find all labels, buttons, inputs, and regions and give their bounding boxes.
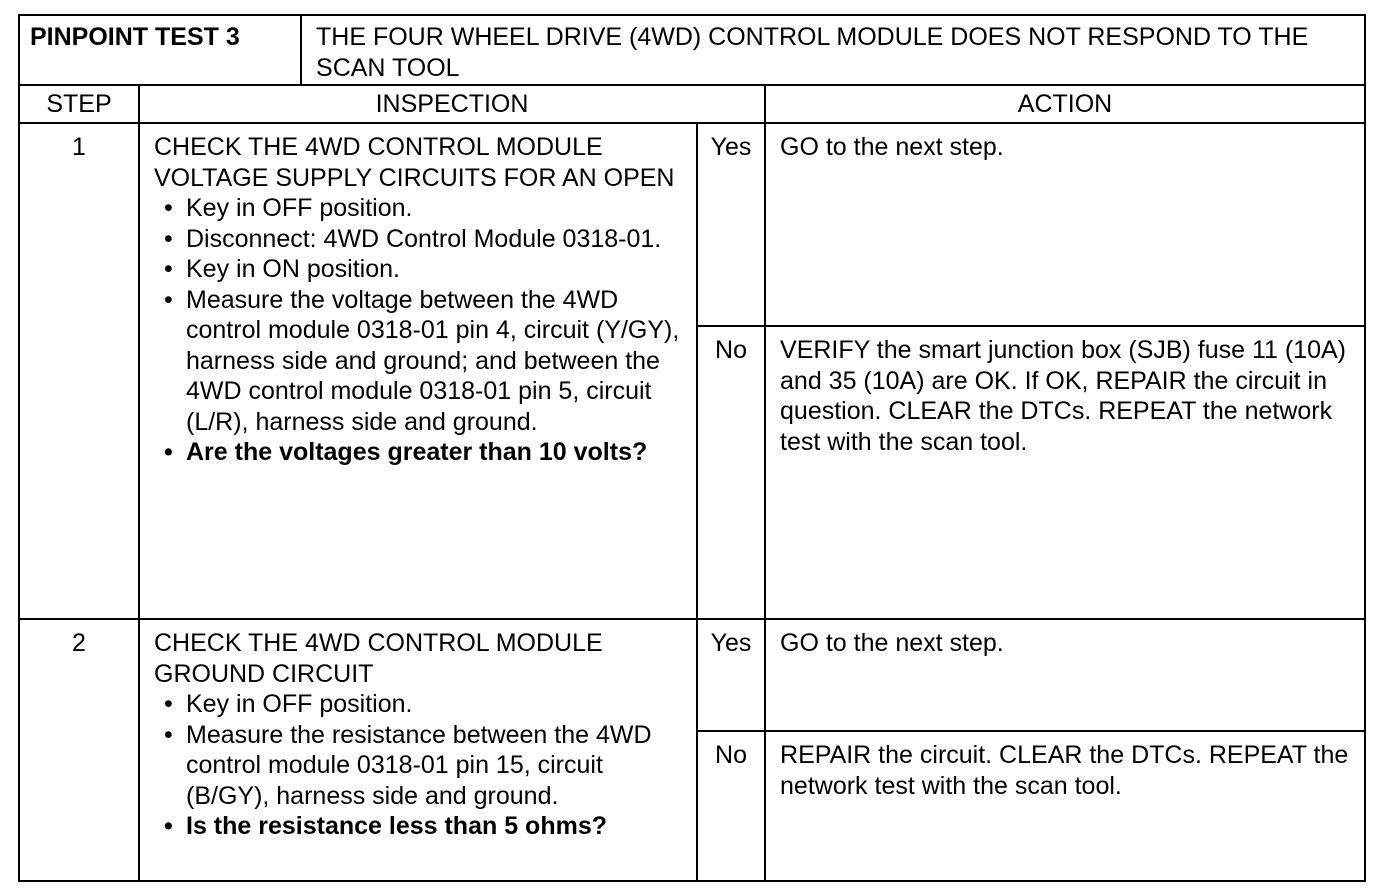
test-description: THE FOUR WHEEL DRIVE (4WD) CONTROL MODULE DOES NOT RESPOND TO THE SCAN TOOL [301, 15, 1365, 85]
header-row [19, 15, 1365, 85]
yes-label: Yes [697, 123, 765, 326]
test-title: PINPOINT TEST 3 [19, 15, 301, 85]
list-item: • Disconnect: 4WD Control Module 0318-01. [172, 224, 682, 255]
list-item: • Measure the voltage between the 4WD control module 0318-01 pin 4, circuit (Y/GY), harness side and ground; and between the 4WD control module 0318-01 pin 5, circuit (L/R), harness side and ground. [172, 285, 682, 438]
step-question: • Are the voltages greater than 10 volts? [172, 437, 682, 468]
no-label: No [697, 731, 765, 881]
step-heading: CHECK THE 4WD CONTROL MODULE VOLTAGE SUPPLY CIRCUITS FOR AN OPEN [154, 133, 675, 192]
step-bullet-list [154, 689, 682, 842]
step-heading: CHECK THE 4WD CONTROL MODULE GROUND CIRCUIT [154, 629, 603, 688]
list-item: • Key in ON position. [172, 254, 682, 285]
no-action: VERIFY the smart junction box (SJB) fuse 11 (10A) and 35 (10A) are OK. If OK, REPAIR the circuit in question. CLEAR the DTCs. REPEAT the network test with the scan tool. [765, 326, 1365, 619]
list-item: • Measure the resistance between the 4WD control module 0318-01 pin 15, circuit (B/GY), harness side and ground. [172, 720, 682, 812]
no-label: No [697, 326, 765, 619]
column-header-step: STEP [19, 85, 139, 123]
yes-label: Yes [697, 619, 765, 731]
no-action: REPAIR the circuit. CLEAR the DTCs. REPEAT the network test with the scan tool. [765, 731, 1365, 881]
step-1-yes-row [19, 123, 1365, 326]
pinpoint-test-table [18, 14, 1366, 882]
step-question: • Is the resistance less than 5 ohms? [172, 811, 682, 842]
step-2-yes-row [19, 619, 1365, 731]
yes-action: GO to the next step. [765, 123, 1365, 326]
list-item: • Key in OFF position. [172, 689, 682, 720]
list-item: • Key in OFF position. [172, 193, 682, 224]
step-inspection [139, 619, 697, 881]
column-header-action: ACTION [765, 85, 1365, 123]
column-header-inspection: INSPECTION [139, 85, 765, 123]
step-inspection [139, 123, 697, 619]
step-number: 2 [19, 619, 139, 881]
step-bullet-list [154, 193, 682, 468]
yes-action: GO to the next step. [765, 619, 1365, 731]
pinpoint-test-document [18, 14, 1364, 882]
column-header-row [19, 85, 1365, 123]
step-number: 1 [19, 123, 139, 619]
